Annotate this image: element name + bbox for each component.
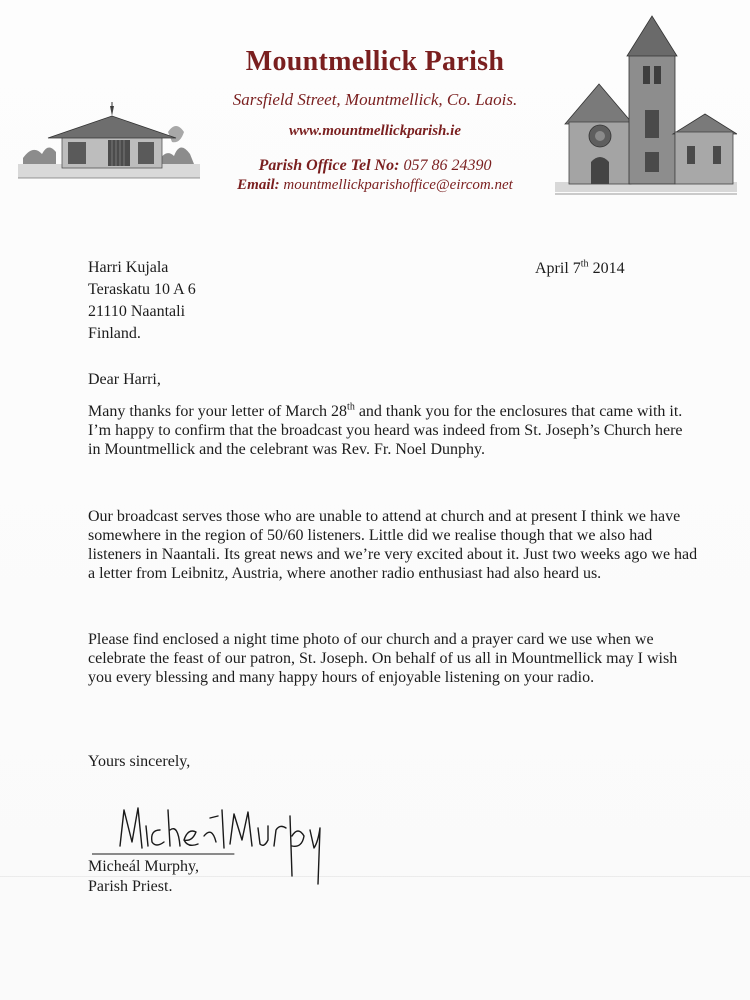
parish-address: Sarsfield Street, Mountmellick, Co. Laois. [232,90,518,109]
parish-phone [0,157,750,175]
closing: Yours sincerely, [88,753,191,770]
body-paragraph-2: Our broadcast serves those who are unable to attend at church and at present I think we have somewhere in the region of 50/60 listeners. Little did we realise though that we also had listeners in Naantali. Its great news and we’re very excited about it. Just two weeks ago we had a letter from Leibnitz, Austria, where another radio enthusiast had also heard us. [88,508,698,582]
salutation: Dear Harri, [88,371,161,388]
phone-number: 057 86 24390 [403,157,492,174]
p1-text-b: and thank you for the enclosures that came with it. I’m happy to confirm that the broadcast you heard was indeed from St. Joseph’s Church here in Mountmellick and the celebrant was Rev. Fr. Noel Dunphy. [88,403,683,458]
parish-email [0,177,750,194]
date-suffix: th [580,258,589,270]
letter-date [535,259,625,278]
p1-superscript: th [347,401,355,413]
parish-website: www.mountmellickparish.ie [289,123,461,139]
recipient-country: Finland. [88,325,141,342]
sender-name: Micheál Murphy, [88,858,199,875]
email-address: mountmellickparishoffice@eircom.net [283,177,513,193]
email-label: Email: [237,177,280,193]
parish-title: Mountmellick Parish [245,46,505,77]
date-year: 2014 [592,260,625,277]
phone-label: Parish Office Tel No: [258,157,400,174]
sender-title: Parish Priest. [88,878,173,895]
date-month-day: April 7 [535,260,581,277]
p1-text-a: Many thanks for your letter of March 28 [88,403,348,420]
body-paragraph-3: Please find enclosed a night time photo of our church and a prayer card we use when we celebrate the feast of our patron, St. Joseph. On behalf of us all in Mountmellick may I wish you every blessing and many happy hours of enjoyable listening on your radio. [88,631,678,686]
recipient-postal: 21110 Naantali [88,303,186,320]
recipient-street: Teraskatu 10 A 6 [88,281,196,298]
recipient-name: Harri Kujala [88,259,169,276]
body-paragraph-1 [88,402,698,459]
recipient-address [88,257,388,345]
